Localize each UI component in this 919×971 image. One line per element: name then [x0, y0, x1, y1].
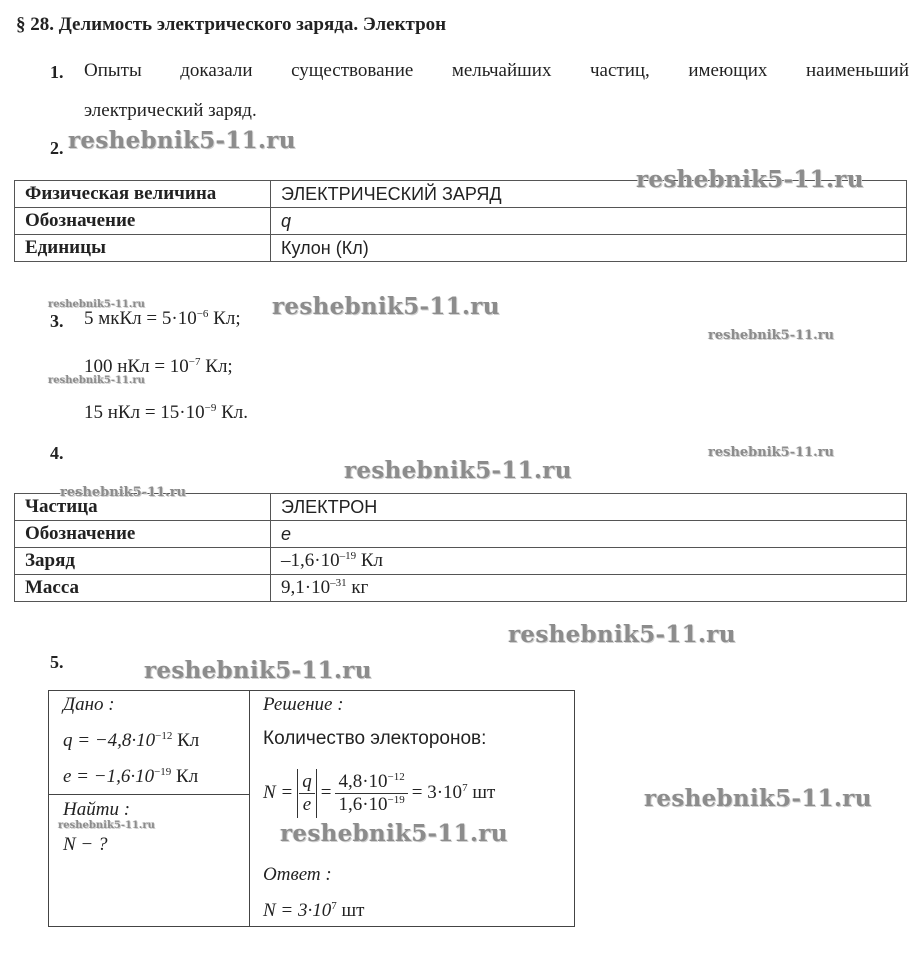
table-cell-label: Обозначение — [15, 208, 271, 235]
den-mantissa: 1,6·10 — [338, 793, 388, 815]
charge-exp: –19 — [339, 550, 357, 562]
q3-number: 3. — [50, 311, 64, 331]
watermark: reshebnik5-11.ru — [636, 166, 864, 193]
watermark: reshebnik5-11.ru — [68, 127, 296, 154]
answer-left: N = 3·10 — [263, 900, 332, 921]
answer-unit: шт — [336, 900, 365, 921]
find-value: N − ? — [63, 834, 108, 855]
given-e-unit: Кл — [171, 766, 199, 787]
watermark: reshebnik5-11.ru — [280, 820, 508, 847]
given-q-exp: −12 — [155, 730, 173, 742]
watermark: reshebnik5-11.ru — [58, 820, 155, 831]
table-row — [15, 208, 907, 235]
num-mantissa: 4,8·10 — [338, 770, 388, 792]
q2-number: 2. — [50, 138, 64, 158]
q1-line-2: электрический заряд. — [84, 100, 257, 121]
watermark: reshebnik5-11.ru — [508, 621, 736, 648]
q3-line-2-right: Кл; — [200, 356, 233, 377]
num-exp: −12 — [387, 770, 405, 783]
mass-unit: кг — [346, 577, 369, 598]
given-q — [63, 730, 199, 752]
charge-unit: Кл — [356, 550, 383, 571]
q3-line-3-right: Кл. — [216, 402, 248, 423]
charge-mantissa: –1,6·10 — [281, 550, 340, 571]
q3-line-2-exp: −7 — [188, 356, 201, 368]
abs-fraction — [299, 771, 315, 816]
q1-number: 1. — [50, 62, 64, 82]
q3-line-3-left: 15 нКл = 15·10 — [84, 402, 205, 423]
table-cell-value: q — [271, 208, 907, 235]
table-cell-value: ЭЛЕКТРОН — [271, 494, 907, 521]
q3-line-2-left: 100 нКл = 10 — [84, 356, 189, 377]
q3-line-1-right: Кл; — [208, 308, 241, 329]
table-row — [15, 548, 907, 575]
electron-table — [14, 493, 907, 602]
watermark: reshebnik5-11.ru — [708, 328, 835, 343]
answer — [263, 900, 364, 922]
table-cell-label: Заряд — [15, 548, 271, 575]
given-q-left: q = −4,8·10 — [63, 730, 156, 751]
find-label: Найти : — [63, 799, 131, 820]
watermark: reshebnik5-11.ru — [708, 445, 835, 460]
given-e-exp: −19 — [154, 766, 172, 778]
given-e — [63, 766, 198, 788]
q3-line-3-exp: −9 — [204, 402, 217, 414]
watermark: reshebnik5-11.ru — [48, 375, 145, 386]
formula-result — [412, 782, 495, 804]
table-cell-label: Масса — [15, 575, 271, 602]
q4-number: 4. — [50, 443, 64, 463]
table-cell-value: Кулон (Кл) — [271, 235, 907, 262]
table-cell-label: Частица — [15, 494, 271, 521]
given-label: Дано : — [63, 694, 115, 715]
table-row — [15, 575, 907, 602]
answer-label: Ответ : — [263, 864, 332, 885]
table-cell-value: ЭЛЕКТРИЧЕСКИЙ ЗАРЯД — [271, 181, 907, 208]
watermark: reshebnik5-11.ru — [272, 293, 500, 320]
value-fraction — [335, 771, 407, 816]
watermark: reshebnik5-11.ru — [144, 657, 372, 684]
solution-box — [48, 690, 575, 927]
q3-line-3 — [84, 402, 248, 424]
q1-line-1: Опыты доказали существование мельчайших частиц, имеющих наименьший — [84, 60, 909, 81]
table-cell-label: Единицы — [15, 235, 271, 262]
value-numerator — [335, 771, 407, 794]
section-heading: § 28. Делимость электрического заряда. Электрон — [16, 14, 447, 35]
table-cell-label: Физическая величина — [15, 181, 271, 208]
watermark: reshebnik5-11.ru — [344, 457, 572, 484]
count-text: Количество электоронов: — [263, 728, 487, 749]
watermark: reshebnik5-11.ru — [60, 485, 187, 500]
den-exp: −19 — [387, 793, 405, 806]
given-e-left: e = −1,6·10 — [63, 766, 155, 787]
table-row — [15, 235, 907, 262]
table-cell-value — [271, 548, 907, 575]
formula — [263, 761, 495, 825]
abs-denominator: e — [302, 793, 312, 815]
solution-label: Решение : — [263, 694, 344, 715]
divider — [49, 794, 250, 795]
value-denominator — [335, 794, 407, 816]
mass-mantissa: 9,1·10 — [281, 577, 331, 598]
table-cell-label: Обозначение — [15, 521, 271, 548]
result-exp: 7 — [462, 782, 468, 794]
divider — [249, 691, 250, 926]
given-q-unit: Кл — [172, 730, 200, 751]
q3-line-1-exp: −6 — [196, 308, 209, 320]
answer-exp: 7 — [331, 900, 337, 912]
abs-bars — [297, 769, 317, 818]
result-mantissa: = 3·10 — [411, 782, 463, 803]
table-cell-value — [271, 575, 907, 602]
mass-exp: –31 — [330, 577, 347, 589]
result-unit: шт — [467, 782, 496, 803]
q3-line-1 — [84, 308, 241, 330]
formula-lhs: N = — [263, 782, 294, 803]
table-cell-value: e — [271, 521, 907, 548]
watermark: reshebnik5-11.ru — [644, 785, 872, 812]
q3-line-1-left: 5 мкКл = 5·10 — [84, 308, 197, 329]
q5-number: 5. — [50, 652, 64, 672]
formula-eq1: = — [320, 782, 332, 803]
watermark: reshebnik5-11.ru — [48, 299, 145, 310]
table-row — [15, 521, 907, 548]
abs-numerator: q — [299, 771, 315, 794]
